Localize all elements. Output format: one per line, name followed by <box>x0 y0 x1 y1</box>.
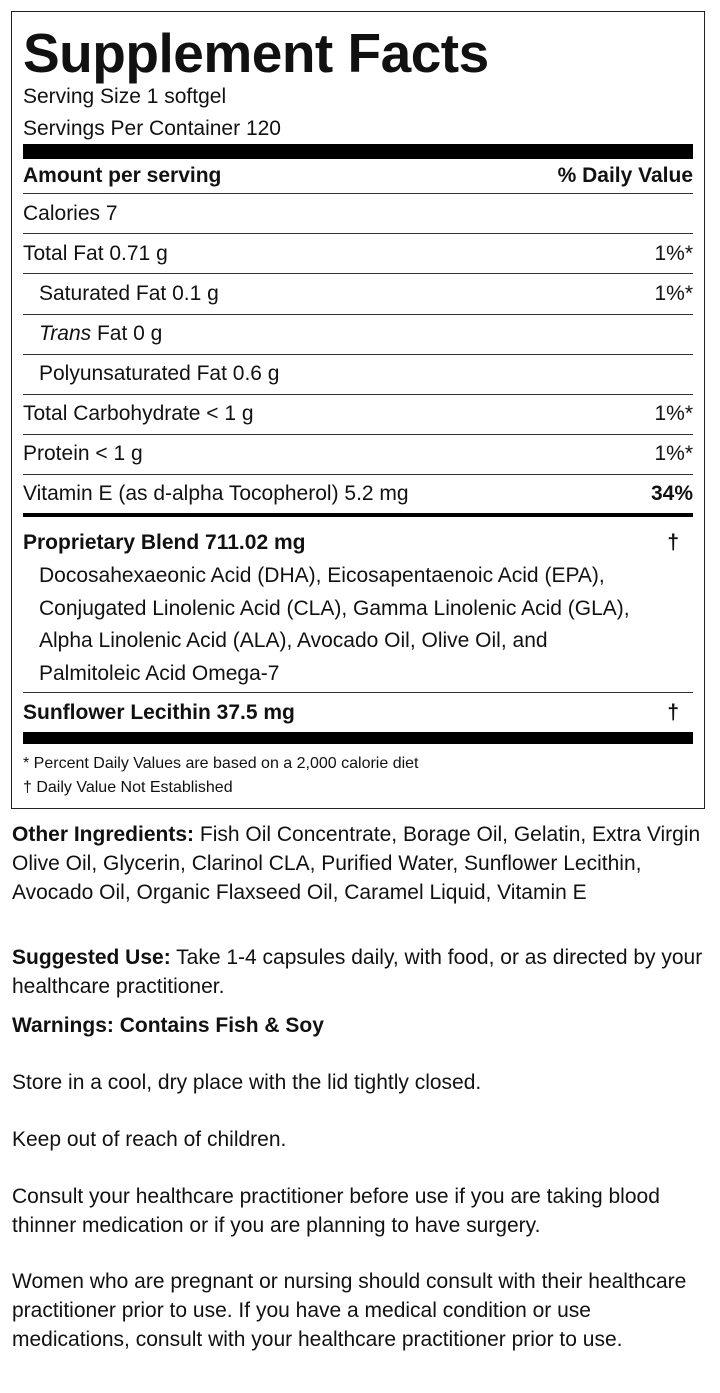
blend-dagger: † <box>667 531 679 554</box>
suggested-use <box>12 943 708 1001</box>
other-ingredients-text: Fish Oil Concentrate, Borage Oil, Gelatin, Extra Virgin Olive Oil, Glycerin, Clarinol CLA, Purified Water, Sunflower Lecithin, Avocado Oil, Organic Flaxseed Oil, Caramel Liquid, Vitamin E <box>12 823 701 904</box>
nutrient-dv: 1%* <box>654 442 693 465</box>
calories-label: Calories 7 <box>23 202 118 225</box>
nutrient-row <box>23 274 693 314</box>
blend-line: Palmitoleic Acid Omega-7 <box>39 661 280 685</box>
nutrient-label: Polyunsaturated Fat 0.6 g <box>39 362 280 385</box>
supplement-facts-panel <box>11 11 705 809</box>
storage-note: Store in a cool, dry place with the lid tightly closed. <box>12 1071 482 1094</box>
servings-per-container: Servings Per Container 120 <box>23 117 281 140</box>
nutrient-dv: 1%* <box>654 242 693 265</box>
nutrient-label: Total Fat 0.71 g <box>23 242 168 265</box>
nutrient-dv: 1%* <box>654 402 693 425</box>
amount-header: Amount per serving <box>23 164 222 187</box>
blend-line: Docosahexaeonic Acid (DHA), Eicosapentaenoic Acid (EPA), <box>39 564 605 587</box>
nutrient-label: Saturated Fat 0.1 g <box>39 282 219 305</box>
lecithin-row <box>23 693 693 733</box>
pregnancy-note: Women who are pregnant or nursing should consult with their healthcare practitioner prior to use. If you have a medical condition or use medications, consult with your healthcare practitioner prior to use. <box>12 1270 687 1351</box>
warnings: Warnings: Contains Fish & Soy <box>12 1014 324 1037</box>
children-note: Keep out of reach of children. <box>12 1128 287 1151</box>
blend-line: Conjugated Linolenic Acid (CLA), Gamma Linolenic Acid (GLA), <box>39 596 630 620</box>
nutrient-label <box>23 322 162 346</box>
other-ingredients <box>12 820 708 907</box>
blend-row <box>23 522 693 564</box>
suggested-use-text: Take 1-4 capsules daily, with food, or as directed by your healthcare practitioner. <box>12 946 703 998</box>
nutrient-row <box>23 474 693 514</box>
thick-rule-top <box>23 144 693 159</box>
blend-ingredients <box>39 560 693 690</box>
lecithin-label: Sunflower Lecithin 37.5 mg <box>23 701 295 724</box>
trans-label: Trans <box>39 322 92 345</box>
nutrient-row <box>23 394 693 434</box>
suggested-use-label: Suggested Use: <box>12 946 171 969</box>
blend-line: Alpha Linolenic Acid (ALA), Avocado Oil, Olive Oil, and <box>39 629 548 652</box>
blend-label: Proprietary Blend 711.02 mg <box>23 531 306 554</box>
trans-rest: Fat 0 g <box>91 322 163 345</box>
lecithin-dagger: † <box>667 701 679 724</box>
footnote-percent-dv: * Percent Daily Values are based on a 2,000 calorie diet <box>23 755 419 772</box>
daily-value-header: % Daily Value <box>557 164 693 187</box>
nutrient-row <box>23 234 693 274</box>
footnote-dagger: † Daily Value Not Established <box>23 779 233 796</box>
serving-size: Serving Size 1 softgel <box>23 85 227 108</box>
other-ingredients-label: Other Ingredients: <box>12 823 195 846</box>
nutrient-dv: 1%* <box>654 282 693 305</box>
medium-rule <box>23 513 693 517</box>
nutrient-label: Total Carbohydrate < 1 g <box>23 402 254 425</box>
nutrient-row <box>23 354 693 394</box>
nutrient-label: Vitamin E (as d-alpha Tocopherol) 5.2 mg <box>23 482 409 505</box>
nutrient-row <box>23 434 693 474</box>
nutrient-label: Protein < 1 g <box>23 442 143 465</box>
amount-header-row <box>23 159 693 193</box>
thick-rule-bottom <box>23 732 693 744</box>
calories-row <box>23 194 693 234</box>
panel-title: Supplement Facts <box>23 22 489 84</box>
consult-note: Consult your healthcare practitioner before use if you are taking blood thinner medication or if you are planning to have surgery. <box>12 1185 660 1237</box>
nutrient-dv: 34% <box>650 482 693 505</box>
nutrient-row <box>23 314 693 354</box>
